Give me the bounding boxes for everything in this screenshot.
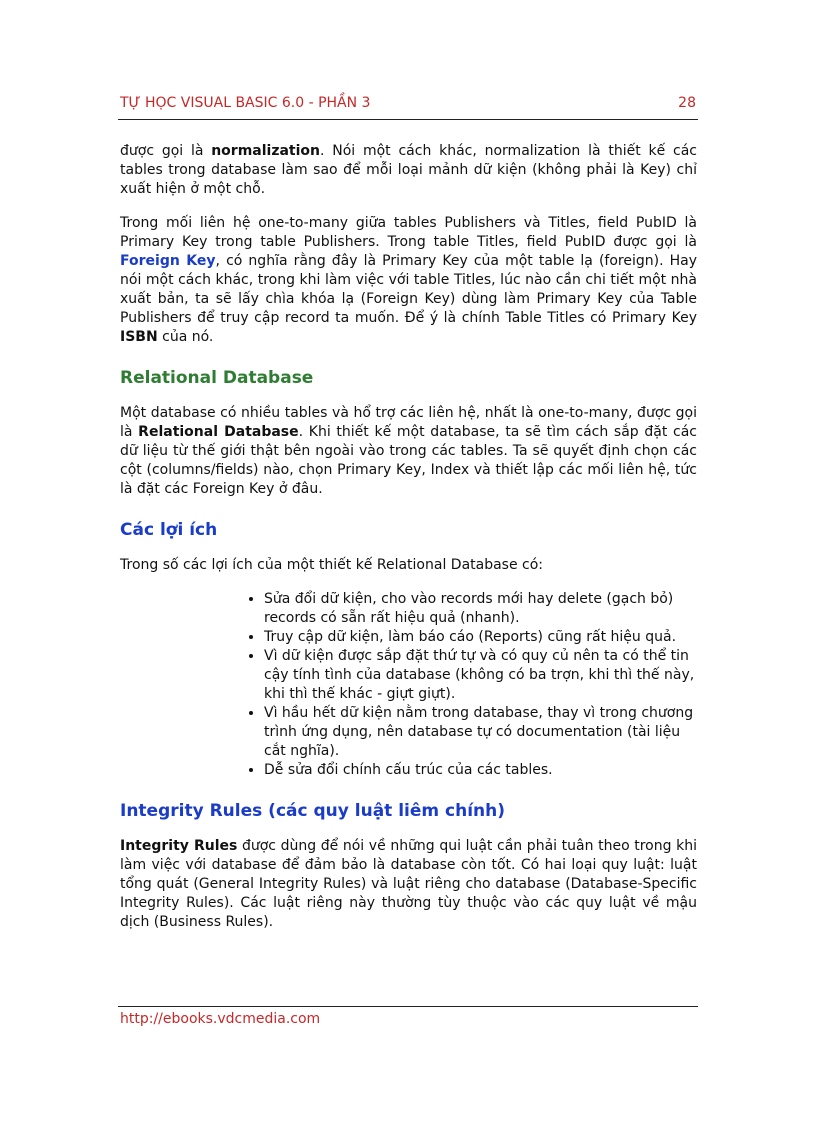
benefits-list — [120, 590, 697, 780]
fk-text-post: của nó. — [157, 329, 214, 345]
foreign-key-paragraph — [120, 214, 697, 347]
benefits-heading: Các lợi ích — [120, 520, 218, 540]
page-header — [118, 95, 698, 120]
fk-text-pre: Trong mối liên hệ one-to-many giữa tables Publishers và Titles, field PubID là Primary Key trong table Publishers. Trong table Titles, field PubID được gọi là — [120, 215, 697, 250]
foreign-key-term: Foreign Key — [120, 253, 216, 269]
footer-divider — [118, 1006, 698, 1007]
intro-paragraph — [120, 142, 697, 199]
relational-bold-term: Relational Database — [138, 424, 299, 440]
relational-text-pre: Một database có nhiều tables và hổ trợ các liên hệ, nhất là one-to-many, được gọi là — [120, 405, 697, 440]
isbn-term: ISBN — [120, 329, 158, 345]
benefit-item: • Dễ sửa đổi chính cấu trúc của các tables. — [264, 761, 697, 780]
intro-bold-term: normalization — [211, 143, 321, 159]
benefits-intro: Trong số các lợi ích của một thiết kế Relational Database có: — [120, 557, 544, 573]
benefit-item: • Sửa đổi dữ kiện, cho vào records mới hay delete (gạch bỏ) records có sẵn rất hiệu quả (nhanh). — [264, 590, 697, 628]
intro-text-pre: được gọi là — [120, 143, 212, 159]
relational-text-post: . Khi thiết kế một database, ta sẽ tìm cách sắp đặt các dữ liệu từ thế giới thật bên ngoài vào trong các tables. Ta sẽ quyết định chọn các cột (columns/fields) nào, chọn Primary Key, Index và thiết lập các mối liên hệ, tức là đặt các Foreign Key ở đâu. — [120, 424, 697, 497]
relational-database-heading: Relational Database — [120, 368, 314, 388]
integrity-bold-term: Integrity Rules — [120, 838, 238, 854]
intro-text-post: . Nói một cách khác, normalization là thiết kế các tables trong database làm sao để mỗi loại mảnh dữ kiện (không phải là Key) chỉ xuất hiện ở một chỗ. — [120, 143, 697, 197]
fk-text-mid: , có nghĩa rằng đây là Primary Key của một table lạ (foreign). Hay nói một cách khác, trong khi làm việc với table Titles, lúc nào cần chi tiết một nhà xuất bản, ta sẽ lấy chìa khóa lạ (Foreign Key) dùng làm Primary Key của Table Publishers để truy cập record ta muốn. Để ý là chính Table Titles có Primary Key — [120, 253, 698, 326]
integrity-rules-heading: Integrity Rules (các quy luật liêm chính) — [120, 801, 506, 821]
page-number: 28 — [678, 95, 696, 111]
relational-paragraph — [120, 404, 697, 499]
benefit-item: • Vì dữ kiện được sắp đặt thứ tự và có quy củ nên ta có thể tin cậy tính tình của database (không có ba trợn, khi thì thế này, khi thì thế khác - giựt giựt). — [264, 647, 697, 704]
footer-link[interactable]: http://ebooks.vdcmedia.com — [120, 1011, 321, 1027]
integrity-paragraph — [120, 837, 697, 932]
integrity-text-post: được dùng để nói về những qui luật cần phải tuân theo trong khi làm việc với database để đảm bảo là database còn tốt. Có hai loại quy luật: luật tổng quát (General Integrity Rules) và luật riêng cho database (Database-Specific Integrity Rules). Các luật riêng này thường tùy thuộc vào các quy luật về mậu dịch (Business Rules). — [120, 838, 698, 930]
benefit-item: • Vì hầu hết dữ kiện nằm trong database, thay vì trong chương trình ứng dụng, nên database tự có documentation (tài liệu cắt nghĩa). — [264, 704, 697, 761]
book-title: TỰ HỌC VISUAL BASIC 6.0 - PHẦN 3 — [120, 95, 371, 111]
benefit-item: • Truy cập dữ kiện, làm báo cáo (Reports) cũng rất hiệu quả. — [264, 628, 697, 647]
page-content — [120, 142, 697, 947]
